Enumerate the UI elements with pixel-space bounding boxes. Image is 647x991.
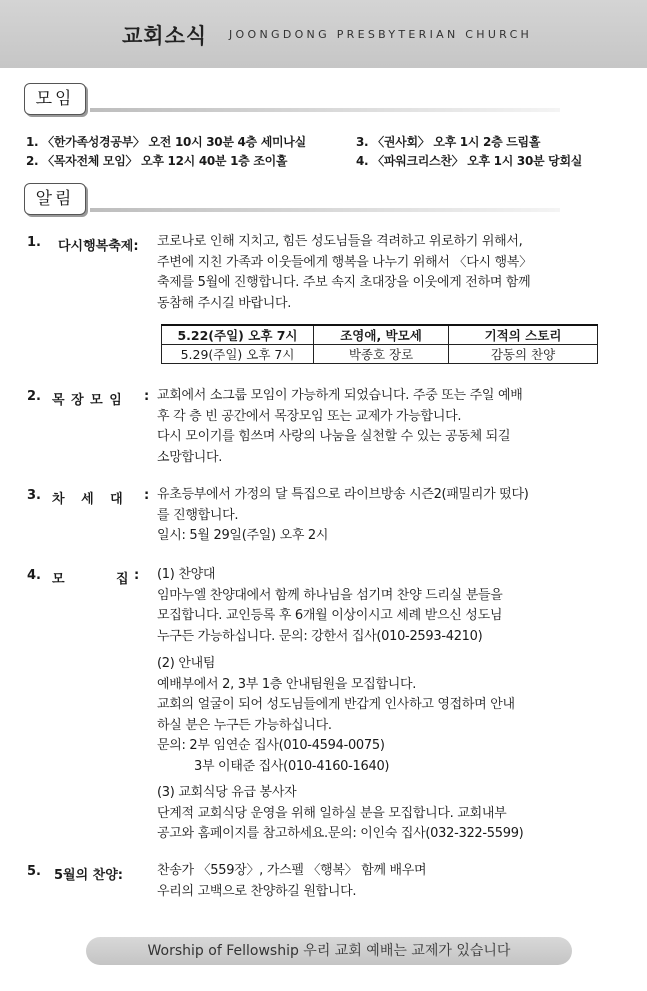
- recruit-choir-line: 모집합니다. 교인등록 후 6개월 이상이시고 세례 받으신 성도님: [157, 608, 503, 623]
- recruit-kitchen: [157, 783, 600, 845]
- meeting-item-4: 4. 〈파워크리스찬〉 오후 1시 30분 당회실: [356, 154, 583, 168]
- recruit-usher-line: 하실 분은 누구든 가능하십니다.: [157, 717, 332, 733]
- notice-2-line: 후 각 층 빈 공간에서 목장모임 또는 교제가 가능합니다.: [157, 408, 462, 424]
- meeting-item-1: 1. 〈한가족성경공부〉 오전 10시 30분 4층 세미나실: [26, 135, 306, 149]
- meetings-divider: [90, 108, 560, 112]
- notice-1-line: 코로나로 인해 지치고, 힘든 성도님들을 격려하고 위로하기 위해서,: [157, 234, 523, 249]
- recruit-choir: [157, 565, 600, 647]
- schedule-performer: 박종호 장로: [314, 345, 449, 364]
- church-name: JOONGDONG PRESBYTERIAN CHURCH: [229, 28, 533, 41]
- notice-4-label-a: 모: [52, 572, 65, 587]
- notice-5-line: 우리의 고백으로 찬양하길 원합니다.: [157, 883, 357, 899]
- notice-3-colon: :: [144, 488, 150, 503]
- notice-3-line: 를 진행합니다.: [157, 507, 239, 523]
- meeting-item-2: 2. 〈목자전체 모임〉 오후 12시 40분 1층 조이홀: [26, 154, 288, 168]
- recruit-usher-line: 예배부에서 2, 3부 1층 안내팀원을 모집합니다.: [157, 676, 417, 692]
- notice-2-label: 목 장 모 임: [52, 393, 123, 408]
- notice-1-number: 1.: [27, 235, 41, 250]
- notice-2-number: 2.: [27, 389, 41, 404]
- notices-heading: 알림: [24, 183, 86, 215]
- notice-2-line: 다시 모이기를 힘쓰며 사랑의 나눔을 실천할 수 있는 공동체 되길: [157, 429, 511, 444]
- schedule-program: 기적의 스토리: [449, 325, 598, 345]
- recruit-usher: [157, 654, 600, 777]
- notice-5-label: 5월의 찬양:: [54, 868, 124, 883]
- notice-4-colon: :: [134, 568, 140, 583]
- notice-1-line: 주변에 지친 가족과 이웃들에게 행복을 나누기 위해서 〈다시 행복〉: [157, 254, 532, 270]
- notice-1-label: 다시행복축제:: [58, 239, 139, 254]
- recruit-choir-line: 누구든 가능하십니다. 문의: 강한서 집사(010-2593-4210): [157, 628, 483, 644]
- notice-4-label-b: 집: [116, 572, 129, 587]
- notice-3-number: 3.: [27, 488, 41, 503]
- festival-schedule-table: [161, 324, 598, 364]
- recruit-kitchen-line: (3) 교회식당 유급 봉사자: [157, 785, 297, 800]
- notices-divider: [90, 208, 560, 212]
- schedule-program: 감동의 찬양: [449, 345, 598, 364]
- recruit-usher-line: 문의: 2부 임연순 집사(010-4594-0075): [157, 738, 385, 753]
- notice-2-line: 소망합니다.: [157, 449, 223, 465]
- footer-banner: Worship of Fellowship 우리 교회 예배는 교제가 있습니다: [86, 937, 572, 965]
- notice-3-body: [157, 485, 600, 547]
- recruit-choir-line: (1) 찬양대: [157, 567, 216, 582]
- notice-1-line: 축제를 5월에 진행합니다. 주보 속지 초대장을 이웃에게 전하며 함께: [157, 275, 531, 290]
- notice-2-line: 교회에서 소그룹 모임이 가능하게 되었습니다. 주중 또는 주일 예배: [157, 388, 523, 403]
- meetings-heading: 모임: [24, 83, 86, 115]
- meeting-item-3: 3. 〈권사회〉 오후 1시 2층 드림홀: [356, 135, 541, 149]
- schedule-date: 5.29(주일) 오후 7시: [162, 345, 314, 364]
- notice-3-label: 차 세 대: [52, 492, 129, 507]
- notice-4-number: 4.: [27, 568, 41, 583]
- table-row: [162, 345, 598, 364]
- recruit-kitchen-line: 단계적 교회식당 운영을 위해 일하실 분을 모집합니다. 교회내부: [157, 805, 507, 821]
- recruit-usher-line: 교회의 얼굴이 되어 성도님들에게 반갑게 인사하고 영접하며 안내: [157, 697, 515, 712]
- schedule-performer: 조영애, 박모세: [314, 325, 449, 345]
- recruit-choir-line: 임마누엘 찬양대에서 함께 하나님을 섬기며 찬양 드리실 분들을: [157, 587, 503, 603]
- recruit-usher-line: 3부 이태준 집사(010-4160-1640): [194, 758, 390, 774]
- schedule-date: 5.22(주일) 오후 7시: [162, 325, 314, 345]
- notice-5-number: 5.: [27, 864, 41, 879]
- notice-3-line: 일시: 5월 29일(주일) 오후 2시: [157, 528, 329, 543]
- notice-5-line: 찬송가 〈559장〉, 가스펠 〈행복〉 함께 배우며: [157, 863, 427, 878]
- notice-5-body: [157, 861, 600, 902]
- table-row: [162, 325, 598, 345]
- notice-1-body: [157, 232, 600, 314]
- header-banner: [0, 0, 647, 68]
- recruit-usher-line: (2) 안내팀: [157, 656, 216, 671]
- notice-1-line: 동참해 주시길 바랍니다.: [157, 295, 292, 311]
- notice-3-line: 유초등부에서 가정의 달 특집으로 라이브방송 시즌2(패밀리가 떴다): [157, 487, 529, 502]
- page-title: 교회소식: [122, 24, 208, 48]
- recruit-kitchen-line: 공고와 홈페이지를 참고하세요.문의: 이인숙 집사(032-322-5599): [157, 826, 524, 841]
- notice-2-body: [157, 386, 600, 468]
- notice-2-colon: :: [144, 389, 150, 404]
